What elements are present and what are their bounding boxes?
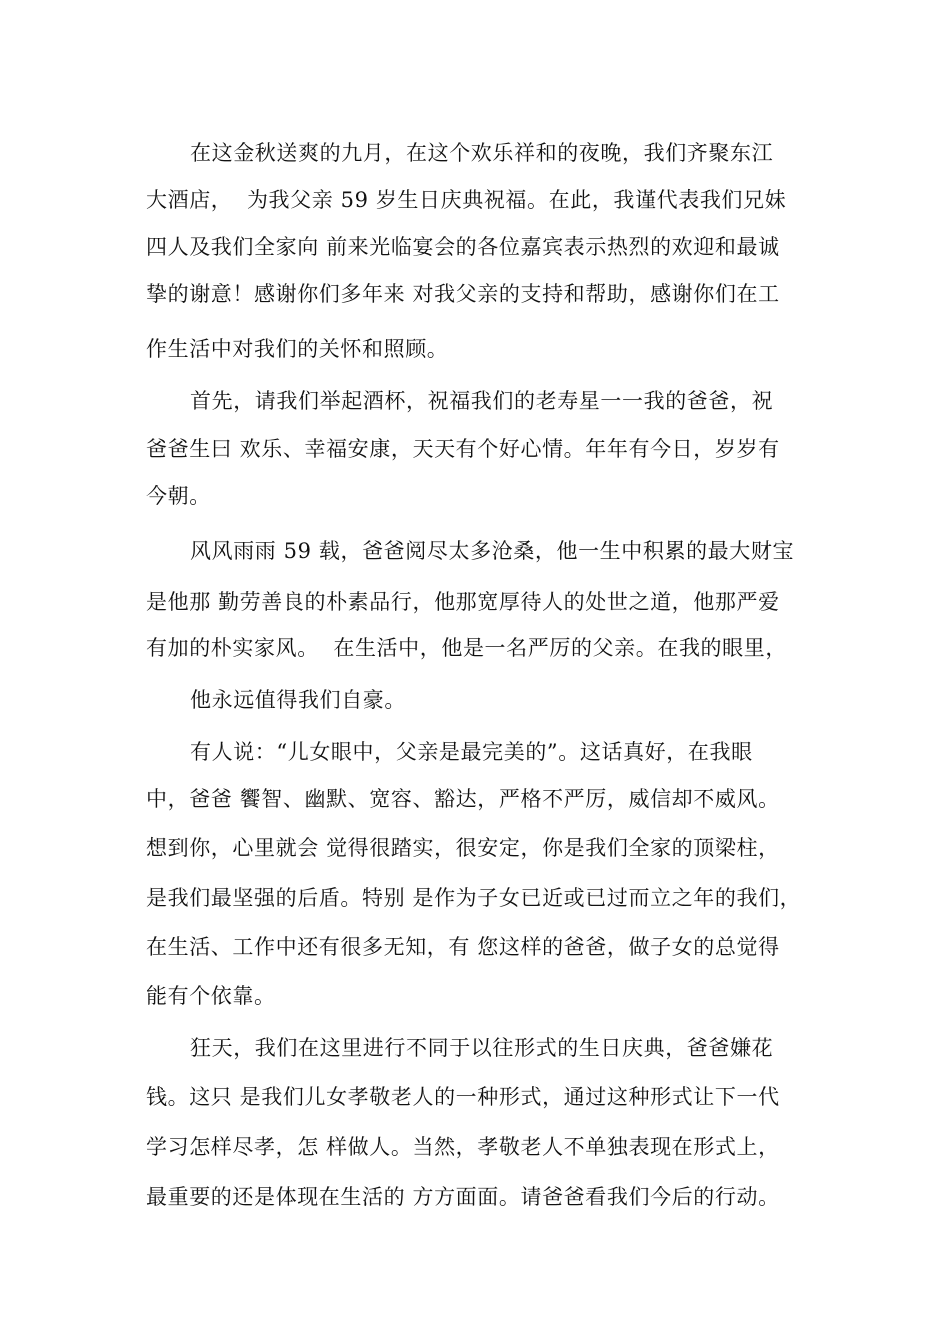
paragraph-5-line-3: 学习怎样尽孝，怎 样做人。当然，孝敬老人不单独表现在形式上， <box>146 1135 780 1159</box>
paragraph-3-line-1: 风风雨雨 59 载，爸爸阅尽太多沧桑，他一生中积累的最大财宝 <box>190 539 795 563</box>
paragraph-2-line-1: 首先，请我们举起酒杯，祝福我们的老寿星一一我的爸爸，祝 <box>190 389 774 413</box>
paragraph-1-line-2: 大酒店， 为我父亲 59 岁生日庆典祝福。在此，我谨代表我们兄妹 <box>146 188 787 212</box>
paragraph-4-line-4: 是我们最坚强的后盾。特别 是作为子女已近或已过而立之年的我们， <box>146 886 802 910</box>
paragraph-1-line-5: 作生活中对我们的关怀和照顾。 <box>146 337 449 361</box>
paragraph-4-line-6: 能有个依靠。 <box>146 984 276 1008</box>
paragraph-5-line-4: 最重要的还是体现在生活的 方方面面。请爸爸看我们今后的行动。 <box>146 1185 780 1209</box>
paragraph-1-line-3: 四人及我们全家向 前来光临宴会的各位嘉宾表示热烈的欢迎和最诚 <box>146 235 780 259</box>
paragraph-3-line-2: 是他那 勤劳善良的朴素品行，他那宽厚待人的处世之道，他那严爱 <box>146 590 780 614</box>
paragraph-1-line-1: 在这金秋送爽的九月，在这个欢乐祥和的夜晚，我们齐聚东江 <box>190 141 774 165</box>
paragraph-4-line-2: 中，爸爸 饗智、幽默、宽容、豁达，严格不严厉，威信却不威风。 <box>146 787 780 811</box>
paragraph-4-line-1: 有人说：“儿女眼中，父亲是最完美的”。这话真好，在我眼 <box>190 740 753 764</box>
paragraph-2-line-3: 今朝。 <box>146 484 211 508</box>
paragraph-2-line-2: 爸爸生曰 欢乐、幸福安康，天天有个好心情。年年有今日，岁岁有 <box>146 437 780 461</box>
paragraph-4-line-3: 想到你，心里就会 觉得很踏实，很安定，你是我们全家的顶梁柱， <box>146 836 780 860</box>
paragraph-3-line-4: 他永远值得我们自豪。 <box>190 688 406 712</box>
paragraph-4-line-5: 在生活、工作中还有很多无知，有 您这样的爸爸，做子女的总觉得 <box>146 935 780 959</box>
paragraph-5-line-1: 狂天，我们在这里进行不同于以往形式的生日庆典，爸爸嫌花 <box>190 1036 774 1060</box>
paragraph-3-line-3: 有加的朴实家风。 在生活中，他是一名严厉的父亲。在我的眼里， <box>146 636 787 660</box>
paragraph-1-line-4: 挚的谢意！感谢你们多年来 对我父亲的支持和帮助，感谢你们在工 <box>146 282 780 306</box>
paragraph-5-line-2: 钱。这只 是我们儿女孝敬老人的一种形式，通过这种形式让下一代 <box>146 1085 780 1109</box>
